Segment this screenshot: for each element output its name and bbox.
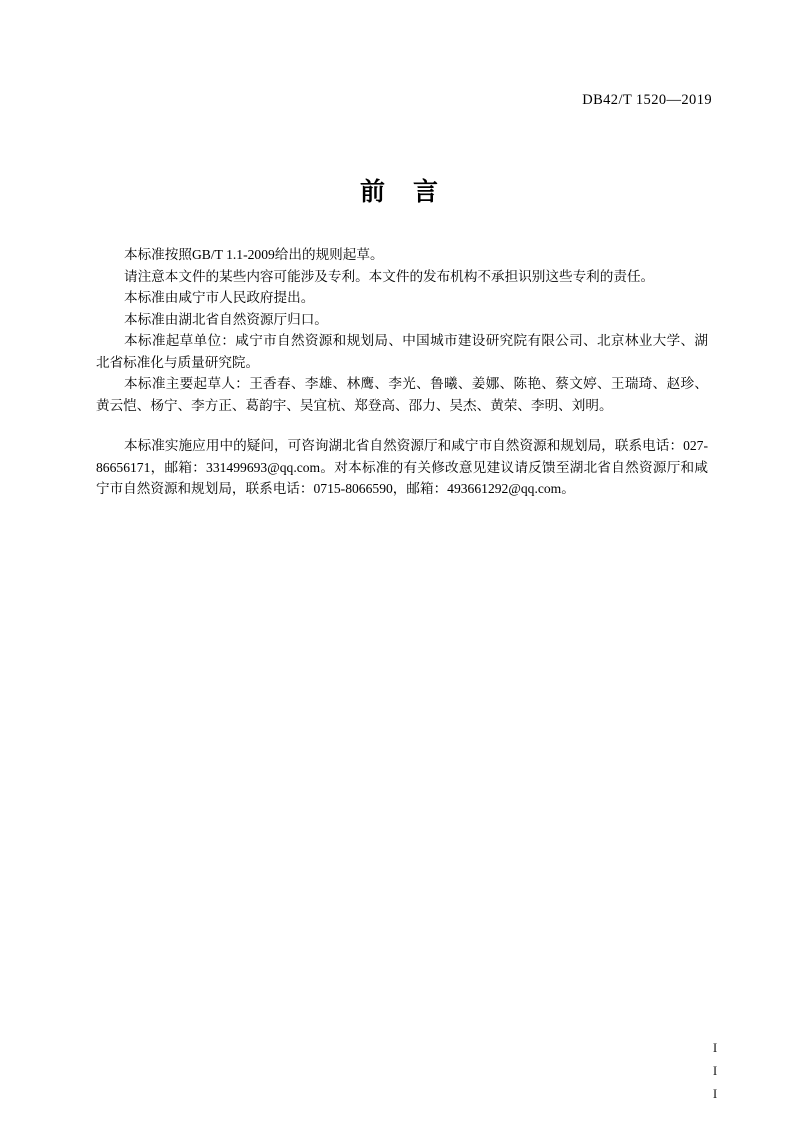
foreword-paragraph-2: 请注意本文件的某些内容可能涉及专利。本文件的发布机构不承担识别这些专利的责任。 [124, 268, 655, 284]
page-title-char-2: 言 [413, 177, 441, 206]
foreword-drafting-organizations: 本标准起草单位：咸宁市自然资源和规划局、中国城市建设研究院有限公司、北京林业大学、湖北省标准化与质量研究院。 [96, 333, 708, 370]
running-header-standard-number: DB42/T 1520—2019 [582, 92, 712, 108]
foreword-contact-information: 本标准实施应用中的疑问，可咨询湖北省自然资源厅和咸宁市自然资源和规划局，联系电话：027-86656171，邮箱：331499693@qq.com。对本标准的有关修改意见建议请反馈至湖北省自然资源厅和咸宁市自然资源和规划局，联系电话：0715-8066590，邮箱：493661292@qq.com。 [96, 438, 708, 496]
paragraph-spacer [96, 416, 708, 435]
foreword-body [96, 244, 708, 500]
folio-mark-2: I [712, 1063, 718, 1078]
folio-mark-1: I [712, 1040, 718, 1055]
page-title-char-1: 前 [359, 177, 387, 206]
foreword-paragraph-4: 本标准由湖北省自然资源厅归口。 [124, 311, 328, 327]
foreword-principal-drafters: 本标准主要起草人：王香春、李雄、林鹰、李光、鲁曦、姜娜、陈艳、蔡文婷、王瑞琦、赵珍、黄云恺、杨宁、李方正、葛韵宇、吴宜杭、郑登高、邵力、吴杰、黄荣、李明、刘明。 [96, 376, 708, 413]
page-number-folio [705, 1036, 725, 1105]
foreword-paragraph-3: 本标准由咸宁市人民政府提出。 [124, 290, 315, 305]
page-title [0, 172, 800, 208]
foreword-paragraph-1: 本标准按照GB/T 1.1-2009给出的规则起草。 [124, 247, 384, 262]
folio-mark-3: I [712, 1086, 718, 1101]
